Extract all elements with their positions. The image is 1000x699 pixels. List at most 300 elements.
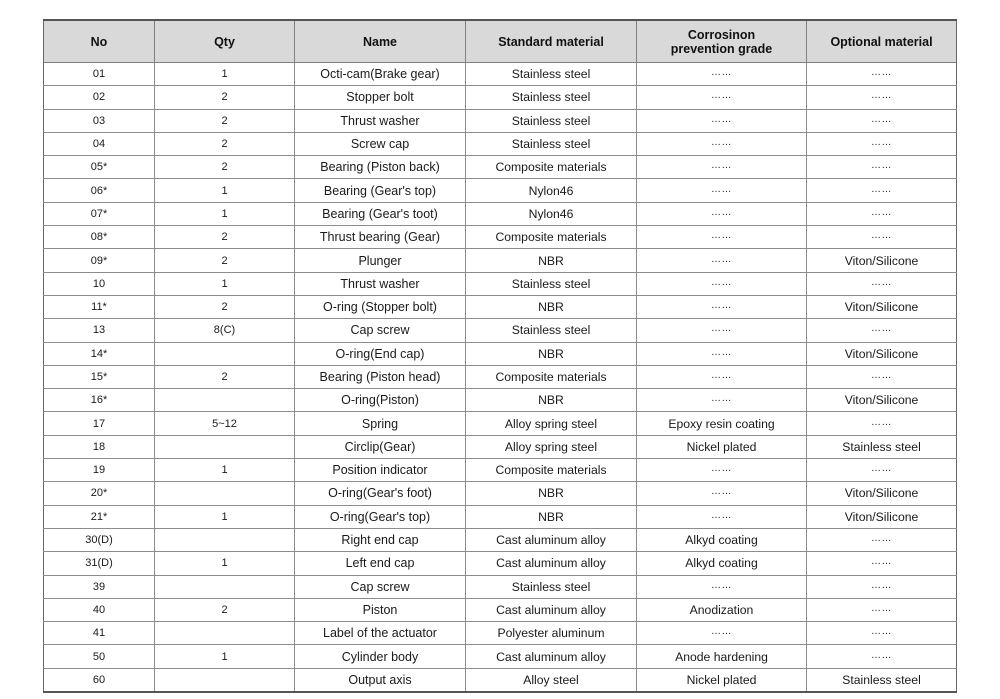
cell-name [295, 272, 466, 295]
cell-no-text: 06* [90, 184, 108, 197]
cell-name [295, 202, 466, 225]
cell-optional-material-text: …… [871, 276, 892, 288]
cell-no-text: 03 [92, 114, 106, 127]
cell-no-text: 14* [90, 347, 108, 360]
cell-optional-material [807, 668, 957, 692]
cell-optional-material-text: Stainless steel [842, 672, 921, 687]
cell-optional-material-text: …… [871, 206, 892, 218]
cell-corrosion-grade [637, 109, 807, 132]
cell-optional-material-text: …… [871, 579, 892, 591]
cell-standard-material [466, 622, 637, 645]
cell-no-text: 50 [92, 650, 106, 663]
cell-optional-material [807, 645, 957, 668]
table-row [44, 226, 957, 249]
cell-no-text: 13 [92, 324, 106, 337]
cell-qty-text: 1 [221, 68, 228, 81]
cell-no [44, 505, 155, 528]
cell-no-text: 41 [92, 627, 106, 640]
cell-optional-material [807, 528, 957, 551]
cell-standard-material [466, 109, 637, 132]
cell-name-text: Position indicator [332, 463, 428, 478]
cell-name [295, 156, 466, 179]
cell-standard-material [466, 249, 637, 272]
cell-name-text: Stopper bolt [346, 90, 414, 105]
cell-standard-material-text: Composite materials [495, 370, 607, 384]
cell-no [44, 575, 155, 598]
cell-optional-material-text: Viton/Silicone [844, 393, 919, 408]
cell-standard-material-text: Alloy spring steel [504, 439, 598, 454]
cell-no [44, 272, 155, 295]
header-corrosion-grade-line2: prevention grade [670, 41, 773, 56]
cell-corrosion-grade-text: …… [711, 230, 732, 242]
cell-optional-material [807, 249, 957, 272]
cell-qty-text: 2 [221, 138, 228, 151]
cell-optional-material [807, 552, 957, 575]
parts-material-table [43, 19, 957, 693]
cell-no [44, 435, 155, 458]
cell-standard-material-text: Stainless steel [511, 276, 591, 291]
cell-optional-material-text: …… [871, 533, 892, 545]
cell-optional-material [807, 598, 957, 621]
cell-no [44, 552, 155, 575]
cell-standard-material-text: Stainless steel [511, 579, 591, 594]
cell-standard-material [466, 505, 637, 528]
cell-name [295, 226, 466, 249]
cell-optional-material-text: Viton/Silicone [844, 486, 919, 501]
cell-no [44, 156, 155, 179]
cell-corrosion-grade-text: …… [711, 183, 732, 195]
table-row [44, 365, 957, 388]
cell-corrosion-grade-text: Nickel plated [686, 672, 757, 687]
header-corrosion-grade [637, 20, 807, 63]
table-row [44, 109, 957, 132]
cell-standard-material [466, 575, 637, 598]
cell-optional-material [807, 132, 957, 155]
cell-corrosion-grade [637, 179, 807, 202]
cell-standard-material [466, 156, 637, 179]
table-row [44, 132, 957, 155]
cell-standard-material-text: Stainless steel [511, 137, 591, 152]
cell-corrosion-grade-text: Anode hardening [675, 649, 768, 664]
cell-qty [155, 645, 295, 668]
cell-name [295, 598, 466, 621]
cell-optional-material-text: …… [871, 370, 892, 381]
cell-standard-material-text: Stainless steel [511, 90, 591, 105]
cell-qty [155, 226, 295, 249]
cell-standard-material-text: Stainless steel [511, 67, 591, 82]
cell-qty [155, 109, 295, 132]
cell-standard-material [466, 319, 637, 342]
header-qty: Qty [155, 20, 295, 63]
cell-qty [155, 365, 295, 388]
cell-name-text: Cap screw [350, 323, 410, 338]
cell-no-text: 09* [90, 254, 108, 267]
cell-name [295, 132, 466, 155]
cell-corrosion-grade-text: …… [711, 113, 732, 125]
cell-qty [155, 86, 295, 109]
cell-name [295, 552, 466, 575]
table-row [44, 459, 957, 482]
cell-optional-material-text: …… [871, 137, 892, 149]
cell-qty [155, 342, 295, 365]
cell-name-text: Bearing (Piston back) [320, 160, 440, 175]
table-row [44, 435, 957, 458]
cell-qty-text: 2 [221, 301, 228, 314]
cell-standard-material-text: Cast aluminum alloy [496, 649, 606, 664]
cell-standard-material-text: Alloy spring steel [504, 416, 598, 431]
cell-no-text: 01 [92, 68, 106, 81]
table-row [44, 622, 957, 645]
table-row [44, 389, 957, 412]
cell-name [295, 342, 466, 365]
cell-name-text: Spring [361, 416, 399, 431]
cell-corrosion-grade-text: Alkyd coating [685, 533, 758, 548]
cell-corrosion-grade-text: …… [711, 323, 732, 335]
cell-standard-material-text: NBR [538, 509, 564, 524]
cell-optional-material-text: Viton/Silicone [844, 509, 919, 524]
cell-optional-material-text: …… [871, 323, 892, 335]
cell-corrosion-grade [637, 435, 807, 458]
cell-no-text: 15* [90, 371, 108, 383]
table-row [44, 86, 957, 109]
cell-no [44, 365, 155, 388]
cell-name [295, 505, 466, 528]
cell-no [44, 202, 155, 225]
cell-qty-text: 2 [221, 371, 228, 383]
cell-name [295, 365, 466, 388]
cell-no [44, 622, 155, 645]
cell-name [295, 435, 466, 458]
cell-standard-material-text: Stainless steel [511, 323, 591, 338]
cell-qty [155, 249, 295, 272]
cell-qty [155, 482, 295, 505]
cell-qty [155, 412, 295, 435]
cell-standard-material-text: NBR [538, 346, 564, 361]
cell-name [295, 86, 466, 109]
cell-corrosion-grade [637, 482, 807, 505]
cell-no-text: 39 [92, 580, 106, 593]
cell-corrosion-grade [637, 528, 807, 551]
cell-name [295, 528, 466, 551]
cell-standard-material-text: Cast aluminum alloy [496, 533, 606, 548]
cell-optional-material-text: …… [871, 90, 892, 102]
cell-name-text: Piston [362, 602, 398, 617]
header-corrosion-grade-line1: Corrosinon [687, 27, 756, 42]
cell-corrosion-grade [637, 63, 807, 86]
cell-corrosion-grade-text: …… [711, 206, 732, 218]
cell-name-text: Screw cap [350, 137, 410, 152]
cell-optional-material [807, 202, 957, 225]
cell-qty-text: 5~12 [212, 417, 237, 430]
cell-optional-material [807, 226, 957, 249]
cell-qty [155, 319, 295, 342]
cell-name-text: Bearing (Gear's top) [323, 183, 437, 198]
cell-name-text: Output axis [348, 672, 412, 687]
cell-standard-material [466, 435, 637, 458]
cell-no-text: 16* [90, 394, 108, 407]
cell-qty-text: 2 [221, 114, 228, 127]
cell-standard-material-text: Nylon46 [528, 183, 574, 198]
cell-qty-text: 2 [221, 91, 228, 104]
cell-name [295, 109, 466, 132]
cell-optional-material [807, 156, 957, 179]
cell-no-text: 17 [92, 417, 106, 430]
cell-corrosion-grade [637, 249, 807, 272]
cell-name-text: Bearing (Gear's toot) [322, 206, 438, 221]
cell-no-text: 60 [92, 673, 106, 686]
cell-name-text: Right end cap [341, 533, 419, 548]
cell-no-text: 40 [92, 603, 106, 616]
cell-optional-material [807, 272, 957, 295]
cell-standard-material [466, 226, 637, 249]
cell-corrosion-grade [637, 622, 807, 645]
cell-corrosion-grade-text: …… [711, 486, 732, 498]
cell-standard-material-text: Composite materials [495, 160, 607, 175]
cell-no [44, 668, 155, 692]
cell-qty-text: 1 [221, 557, 228, 570]
table-row [44, 552, 957, 575]
table-row [44, 482, 957, 505]
cell-standard-material [466, 63, 637, 86]
cell-no-text: 19 [92, 464, 106, 477]
cell-no [44, 226, 155, 249]
cell-corrosion-grade [637, 86, 807, 109]
cell-standard-material-text: NBR [538, 486, 564, 501]
cell-no [44, 482, 155, 505]
cell-optional-material [807, 459, 957, 482]
cell-no-text: 10 [92, 277, 106, 290]
cell-name-text: Thrust washer [340, 276, 420, 291]
table-row [44, 63, 957, 86]
cell-corrosion-grade [637, 202, 807, 225]
cell-corrosion-grade [637, 295, 807, 318]
cell-corrosion-grade-text: …… [711, 137, 732, 149]
cell-corrosion-grade-text: …… [711, 626, 732, 638]
cell-standard-material-text: Composite materials [495, 230, 607, 245]
cell-no [44, 249, 155, 272]
cell-optional-material [807, 622, 957, 645]
table-row [44, 295, 957, 318]
cell-name [295, 295, 466, 318]
cell-qty [155, 63, 295, 86]
cell-no [44, 63, 155, 86]
cell-standard-material [466, 459, 637, 482]
table-row [44, 668, 957, 692]
cell-optional-material [807, 63, 957, 86]
cell-standard-material-text: Nylon46 [528, 206, 574, 221]
cell-no [44, 598, 155, 621]
cell-name-text: Octi-cam(Brake gear) [320, 67, 440, 82]
cell-standard-material [466, 202, 637, 225]
cell-no-text: 18 [92, 440, 106, 453]
cell-optional-material [807, 389, 957, 412]
cell-name [295, 63, 466, 86]
cell-qty [155, 202, 295, 225]
cell-name [295, 412, 466, 435]
cell-optional-material-text: …… [871, 67, 892, 79]
cell-no-text: 20* [90, 487, 108, 500]
cell-no-text: 30(D) [85, 534, 113, 547]
cell-corrosion-grade-text: …… [711, 509, 732, 521]
cell-standard-material [466, 389, 637, 412]
cell-optional-material-text: …… [871, 626, 892, 638]
table-body [44, 63, 957, 693]
cell-standard-material-text: Composite materials [495, 463, 607, 478]
header-standard-material: Standard material [466, 20, 637, 63]
cell-no-text: 04 [92, 138, 106, 151]
cell-qty-text: 1 [221, 650, 228, 663]
cell-no [44, 295, 155, 318]
cell-standard-material-text: NBR [538, 300, 564, 315]
cell-corrosion-grade [637, 505, 807, 528]
table-row [44, 528, 957, 551]
table-row [44, 202, 957, 225]
cell-optional-material-text: …… [871, 556, 892, 568]
cell-corrosion-grade-text: …… [711, 300, 732, 312]
table-row [44, 505, 957, 528]
cell-no-text: 08* [90, 231, 108, 244]
cell-no [44, 645, 155, 668]
cell-qty [155, 552, 295, 575]
cell-qty [155, 272, 295, 295]
cell-qty-text: 1 [221, 277, 228, 290]
cell-corrosion-grade-text: Alkyd coating [685, 556, 758, 571]
cell-qty-text: 8(C) [213, 324, 236, 337]
cell-optional-material [807, 295, 957, 318]
cell-name-text: Label of the actuator [323, 626, 437, 641]
cell-corrosion-grade-text: …… [711, 579, 732, 591]
cell-corrosion-grade-text: …… [711, 160, 732, 172]
cell-standard-material [466, 342, 637, 365]
cell-corrosion-grade [637, 389, 807, 412]
cell-name [295, 389, 466, 412]
cell-optional-material [807, 505, 957, 528]
cell-optional-material [807, 319, 957, 342]
cell-name [295, 645, 466, 668]
cell-optional-material-text: …… [871, 113, 892, 125]
cell-corrosion-grade [637, 459, 807, 482]
cell-no-text: 11* [91, 301, 107, 314]
cell-corrosion-grade [637, 156, 807, 179]
cell-qty-text: 1 [221, 510, 228, 523]
cell-optional-material-text: Viton/Silicone [844, 300, 919, 315]
cell-name-text: Thrust washer [340, 113, 420, 128]
cell-optional-material-text: …… [871, 602, 892, 614]
cell-name-text: Cylinder body [341, 649, 419, 664]
cell-optional-material-text: …… [871, 649, 892, 661]
cell-no [44, 86, 155, 109]
cell-optional-material-text: …… [871, 463, 892, 475]
cell-corrosion-grade [637, 319, 807, 342]
cell-corrosion-grade-text: …… [711, 463, 732, 475]
cell-optional-material-text: …… [871, 230, 892, 242]
cell-standard-material [466, 598, 637, 621]
cell-name-text: Thrust bearing (Gear) [319, 230, 441, 245]
table-row [44, 645, 957, 668]
cell-name-text: Cap screw [350, 579, 410, 594]
cell-qty-text: 2 [221, 161, 228, 174]
cell-corrosion-grade [637, 598, 807, 621]
cell-corrosion-grade-text: …… [711, 346, 732, 358]
cell-name-text: Plunger [358, 253, 402, 268]
table-row [44, 249, 957, 272]
cell-optional-material-text: Stainless steel [842, 439, 921, 454]
table-row [44, 319, 957, 342]
cell-qty [155, 668, 295, 692]
cell-optional-material-text: …… [871, 416, 892, 428]
cell-optional-material [807, 342, 957, 365]
cell-qty [155, 295, 295, 318]
cell-corrosion-grade [637, 552, 807, 575]
cell-name [295, 668, 466, 692]
cell-name-text: O-ring (Stopper bolt) [323, 300, 437, 315]
cell-optional-material [807, 86, 957, 109]
cell-standard-material-text: NBR [538, 393, 564, 408]
cell-qty [155, 459, 295, 482]
cell-standard-material [466, 132, 637, 155]
table-row [44, 272, 957, 295]
cell-standard-material [466, 482, 637, 505]
cell-standard-material [466, 365, 637, 388]
cell-corrosion-grade-text: …… [711, 276, 732, 288]
cell-optional-material [807, 179, 957, 202]
cell-standard-material [466, 412, 637, 435]
cell-standard-material [466, 295, 637, 318]
cell-corrosion-grade-text: …… [711, 393, 732, 405]
cell-qty-text: 1 [221, 207, 228, 220]
cell-name-text: Circlip(Gear) [344, 439, 416, 454]
cell-no-text: 21* [90, 510, 108, 523]
cell-no-text: 02 [92, 91, 106, 104]
cell-standard-material [466, 552, 637, 575]
cell-qty [155, 505, 295, 528]
cell-qty [155, 156, 295, 179]
cell-name [295, 575, 466, 598]
parts-material-table-container [43, 19, 956, 693]
cell-no [44, 319, 155, 342]
cell-corrosion-grade [637, 365, 807, 388]
cell-name [295, 482, 466, 505]
cell-optional-material [807, 412, 957, 435]
cell-no [44, 528, 155, 551]
cell-corrosion-grade [637, 272, 807, 295]
cell-optional-material [807, 365, 957, 388]
cell-optional-material [807, 482, 957, 505]
cell-corrosion-grade [637, 668, 807, 692]
header-optional-material: Optional material [807, 20, 957, 63]
cell-corrosion-grade [637, 132, 807, 155]
cell-qty [155, 179, 295, 202]
cell-qty-text: 2 [221, 254, 228, 267]
cell-corrosion-grade-text: Anodization [689, 602, 754, 617]
cell-qty [155, 389, 295, 412]
cell-corrosion-grade [637, 342, 807, 365]
cell-name [295, 622, 466, 645]
cell-optional-material [807, 575, 957, 598]
cell-name-text: O-ring(Gear's foot) [328, 486, 432, 501]
table-row [44, 598, 957, 621]
table-row [44, 179, 957, 202]
cell-standard-material-text: Cast aluminum alloy [496, 602, 606, 617]
cell-name [295, 249, 466, 272]
cell-name [295, 459, 466, 482]
cell-no [44, 459, 155, 482]
cell-standard-material [466, 86, 637, 109]
cell-optional-material [807, 109, 957, 132]
cell-name-text: Left end cap [345, 556, 415, 571]
cell-name-text: O-ring(Gear's top) [329, 509, 431, 524]
cell-qty [155, 598, 295, 621]
